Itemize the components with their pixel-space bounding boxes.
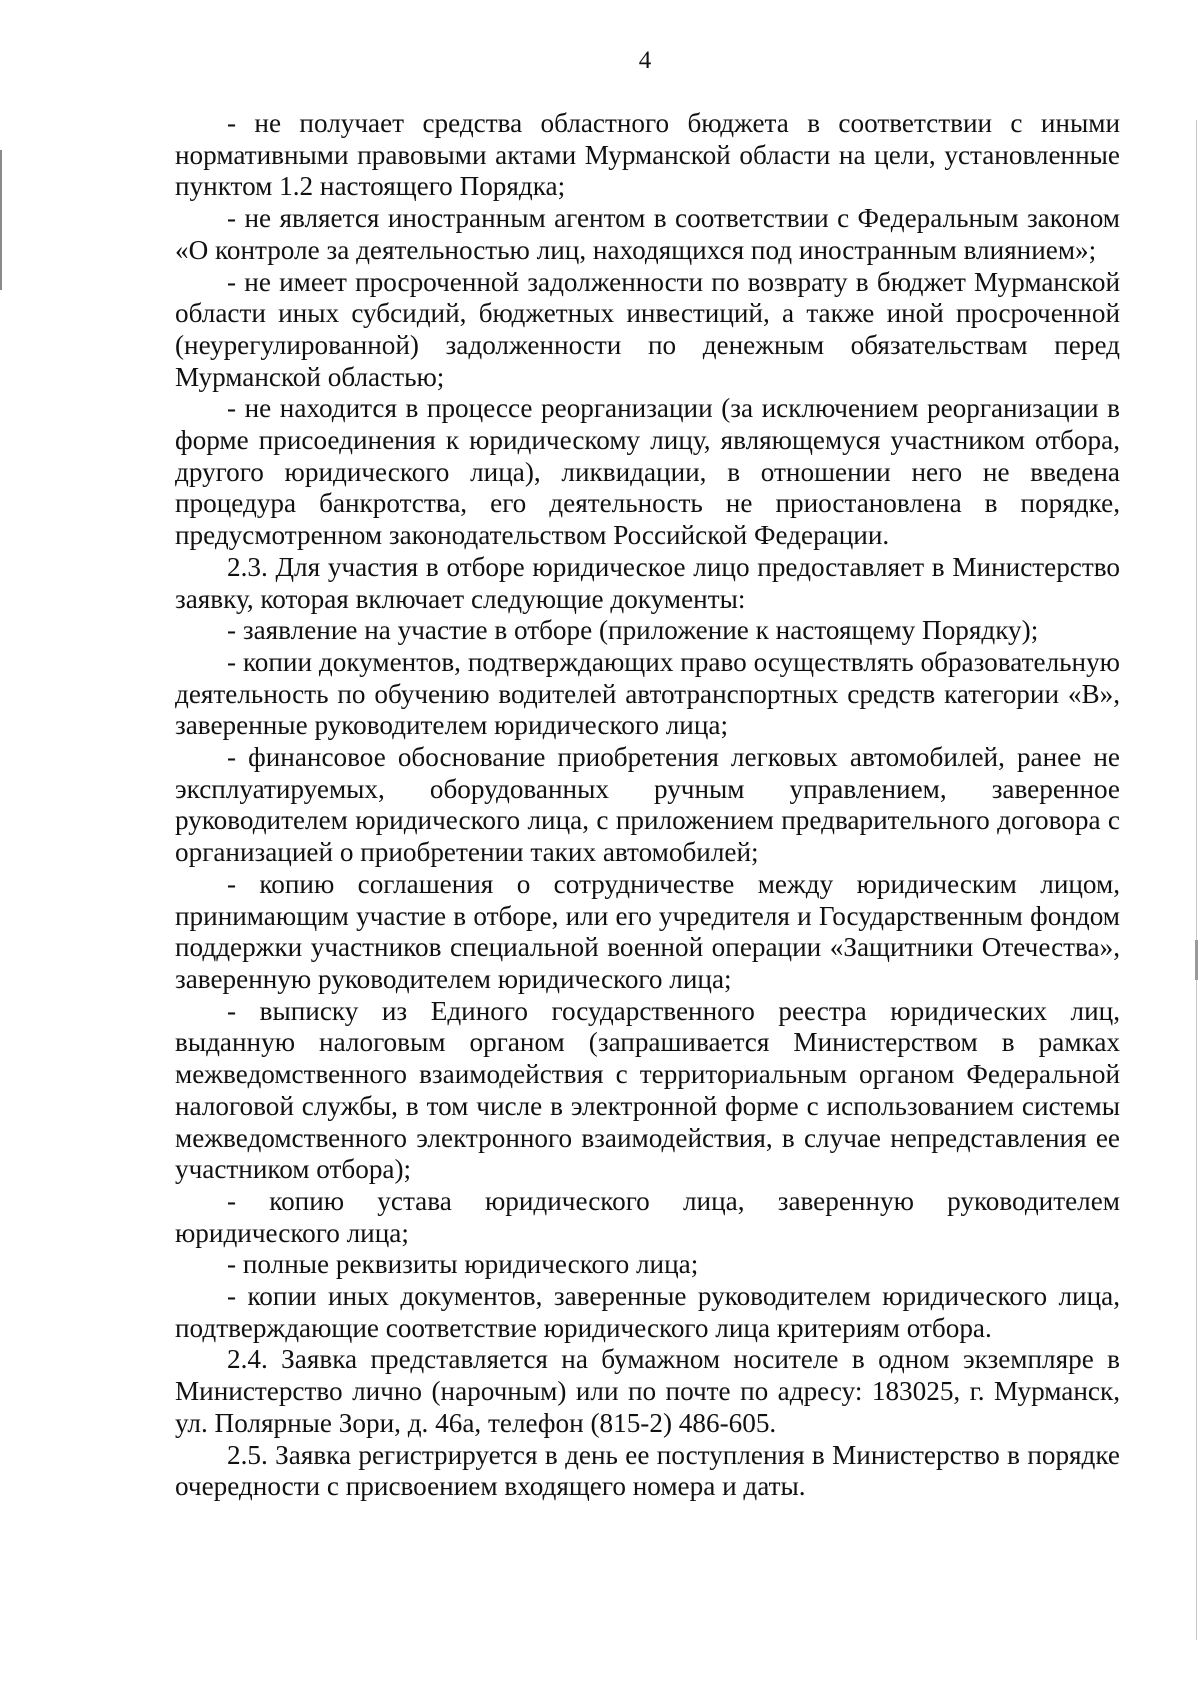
paragraph-section-2-4: 2.4. Заявка представляется на бумажном носителе в одном экземпляре в Министерство лично (нарочным) или по почте по адресу: 183025, г. Мурманск, ул. Полярные Зори, д. 46а, телефон (815-2) 486-605. [175,1344,1120,1438]
list-item-financial-justification: - финансовое обоснование приобретения легковых автомобилей, ранее не эксплуатируемых, оборудованных ручным управлением, заверенное руководителем юридического лица, с приложением предварительного договора с организацией о приобретении таких автомобилей; [175,742,1120,868]
list-item-requisites: - полные реквизиты юридического лица; [227,1249,699,1280]
list-item-charter-copy: - копию устава юридического лица, заверенную руководителем юридического лица; [175,1185,1120,1248]
list-item-registry-extract: - выписку из Единого государственного реестра юридических лиц, выданную налоговым органом (запрашивается Министерством в рамках межведомственного взаимодействия с территориальным органом Федеральной налоговой службы, в том числе в электронной форме с использованием системы межведомственного электронного взаимодействия, в случае непредставления ее участником отбора); [175,995,1120,1185]
paragraph-section-2-5: 2.5. Заявка регистрируется в день ее поступления в Министерство в порядке очередности с присвоением входящего номера и даты. [175,1439,1120,1502]
list-item-cooperation-agreement: - копию соглашения о сотрудничестве между юридическим лицом, принимающим участие в отборе, или его учредителя и Государственным фондом поддержки участников специальной военной операции «Защитники Отечества», заверенную руководителем юридического лица; [175,868,1120,994]
paragraph-condition-no-overdue-debt: - не имеет просроченной задолженности по возврату в бюджет Мурманской области иных субсидий, бюджетных инвестиций, а также иной просроченной (неурегулированной) задолженности по денежным обязательствам перед Мурманской областью; [175,266,1120,392]
paragraph-section-2-3: 2.3. Для участия в отборе юридическое лицо предоставляет в Министерство заявку, которая включает следующие документы: [175,551,1120,614]
list-item-other-documents: - копии иных документов, заверенные руководителем юридического лица, подтверждающие соответствие юридического лица критериям отбора. [175,1281,1120,1343]
paragraph-condition-no-reorganization: - не находится в процессе реорганизации (за исключением реорганизации в форме присоединения к юридическому лицу, являющемуся участником отбора, другого юридического лица), ликвидации, в отношении него не введена процедура банкротства, его деятельность не приостановлена в порядке, предусмотренном законодательством Российской Федерации. [175,393,1120,551]
scan-edge-line-right [1196,120,1197,1640]
scan-edge-mark-right [1195,940,1198,980]
page-number: 4 [638,47,652,74]
list-item-application: - заявление на участие в отборе (приложение к настоящему Порядку); [227,615,1039,646]
list-item-license-copies: - копии документов, подтверждающих право осуществлять образовательную деятельность по обучению водителей автотранспортных средств категории «В», заверенные руководителем юридического лица; [175,646,1120,741]
document-body [175,108,1120,1503]
paragraph-condition-not-foreign-agent: - не является иностранным агентом в соответствии с Федеральным законом «О контроле за деятельностью лиц, находящихся под иностранным влиянием»; [175,203,1120,265]
paragraph-condition-no-regional-funds: - не получает средства областного бюджета в соответствии с иными нормативными правовыми актами Мурманской области на цели, установленные пунктом 1.2 настоящего Порядка; [175,108,1120,202]
scan-edge-mark-left [0,150,2,290]
